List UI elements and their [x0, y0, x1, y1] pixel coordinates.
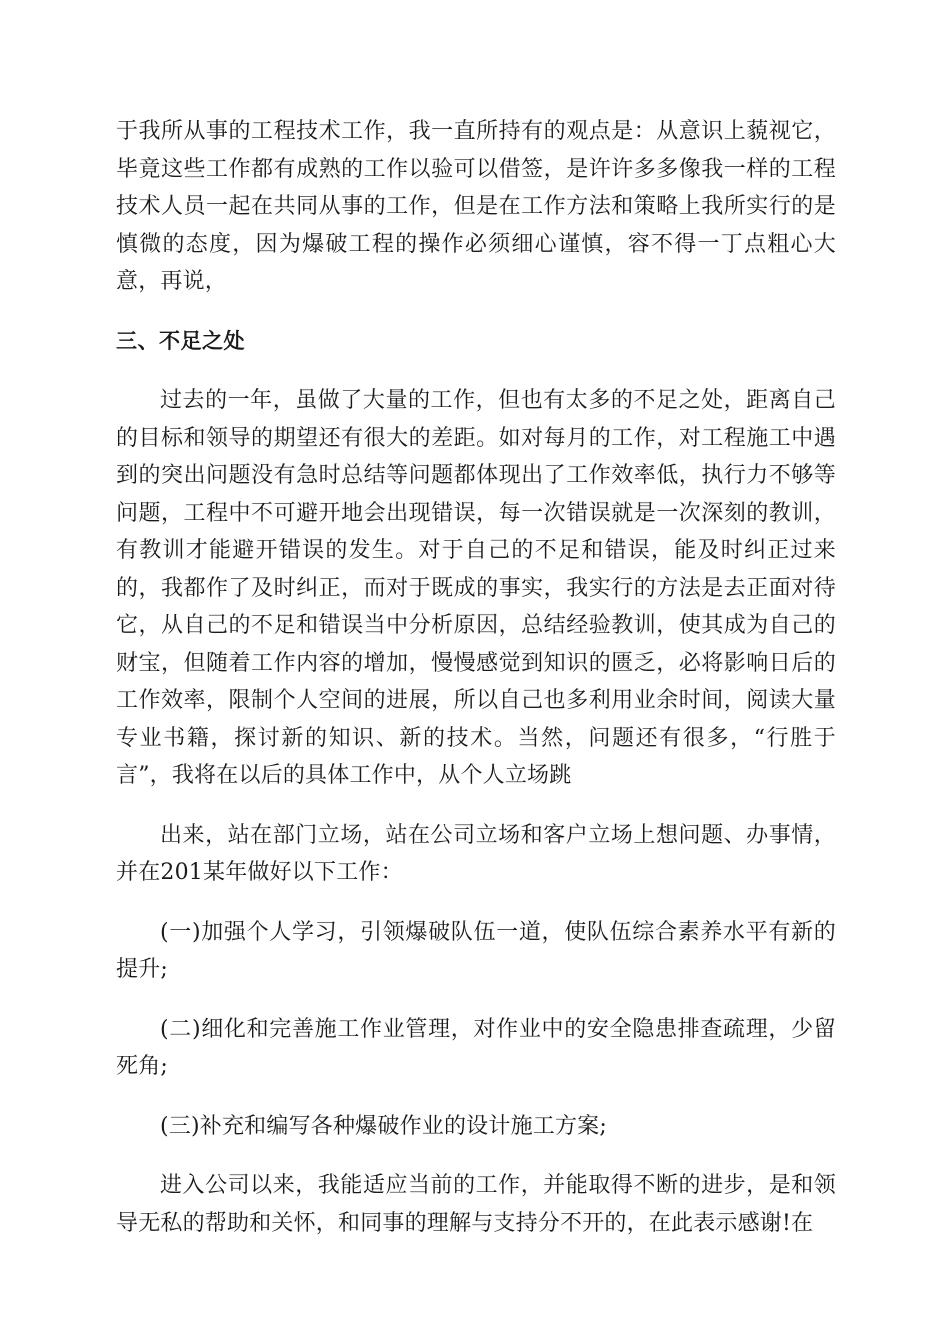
body-paragraph: 出来，站在部门立场，站在公司立场和客户立场上想问题、办事情，并在201某年做好以下工作：	[116, 822, 836, 885]
body-paragraph: 进入公司以来，我能适应当前的工作，并能取得不断的进步，是和领导无私的帮助和关怀，和同事的理解与支持分不开的，在此表示感谢!在	[116, 1173, 836, 1236]
section-heading: 三、不足之处	[116, 328, 245, 353]
body-paragraph: 过去的一年，虽做了大量的工作，但也有太多的不足之处，距离自己的目标和领导的期望还有很大的差距。如对每月的工作，对工程施工中遇到的突出问题没有急时总结等问题都体现出了工作效率低，执行力不够等问题，工程中不可避开地会出现错误，每一次错误就是一次深刻的教训，有教训才能避开错误的发生。对于自己的不足和错误，能及时纠正过来的，我都作了及时纠正，而对于既成的事实，我实行的方法是去正面对待它，从自己的不足和错误当中分析原因，总结经验教训，使其成为自己的财宝，但随着工作内容的增加，慢慢感觉到知识的匮乏，必将影响日后的工作效率，限制个人空间的进展，所以自己也多利用业余时间，阅读大量专业书籍，探讨新的知识、新的技术。当然，问题还有很多，“行胜于言”，我将在以后的具体工作中，从个人立场跳	[116, 388, 836, 788]
list-item: (二)细化和完善施工作业管理，对作业中的安全隐患排查疏理，少留死角;	[116, 1016, 836, 1079]
list-item: (一)加强个人学习，引领爆破队伍一道，使队伍综合素养水平有新的提升;	[116, 919, 836, 982]
document-body	[116, 113, 836, 1242]
body-paragraph: 于我所从事的工程技术工作，我一直所持有的观点是：从意识上藐视它，毕竟这些工作都有成熟的工作以验可以借签，是许许多多像我一样的工程技术人员一起在共同从事的工作，但是在工作方法和策略上我所实行的是慎微的态度，因为爆破工程的操作必须细心谨慎，容不得一丁点粗心大意，再说，	[116, 119, 836, 294]
list-item: (三)补充和编写各种爆破作业的设计施工方案;	[160, 1113, 607, 1139]
